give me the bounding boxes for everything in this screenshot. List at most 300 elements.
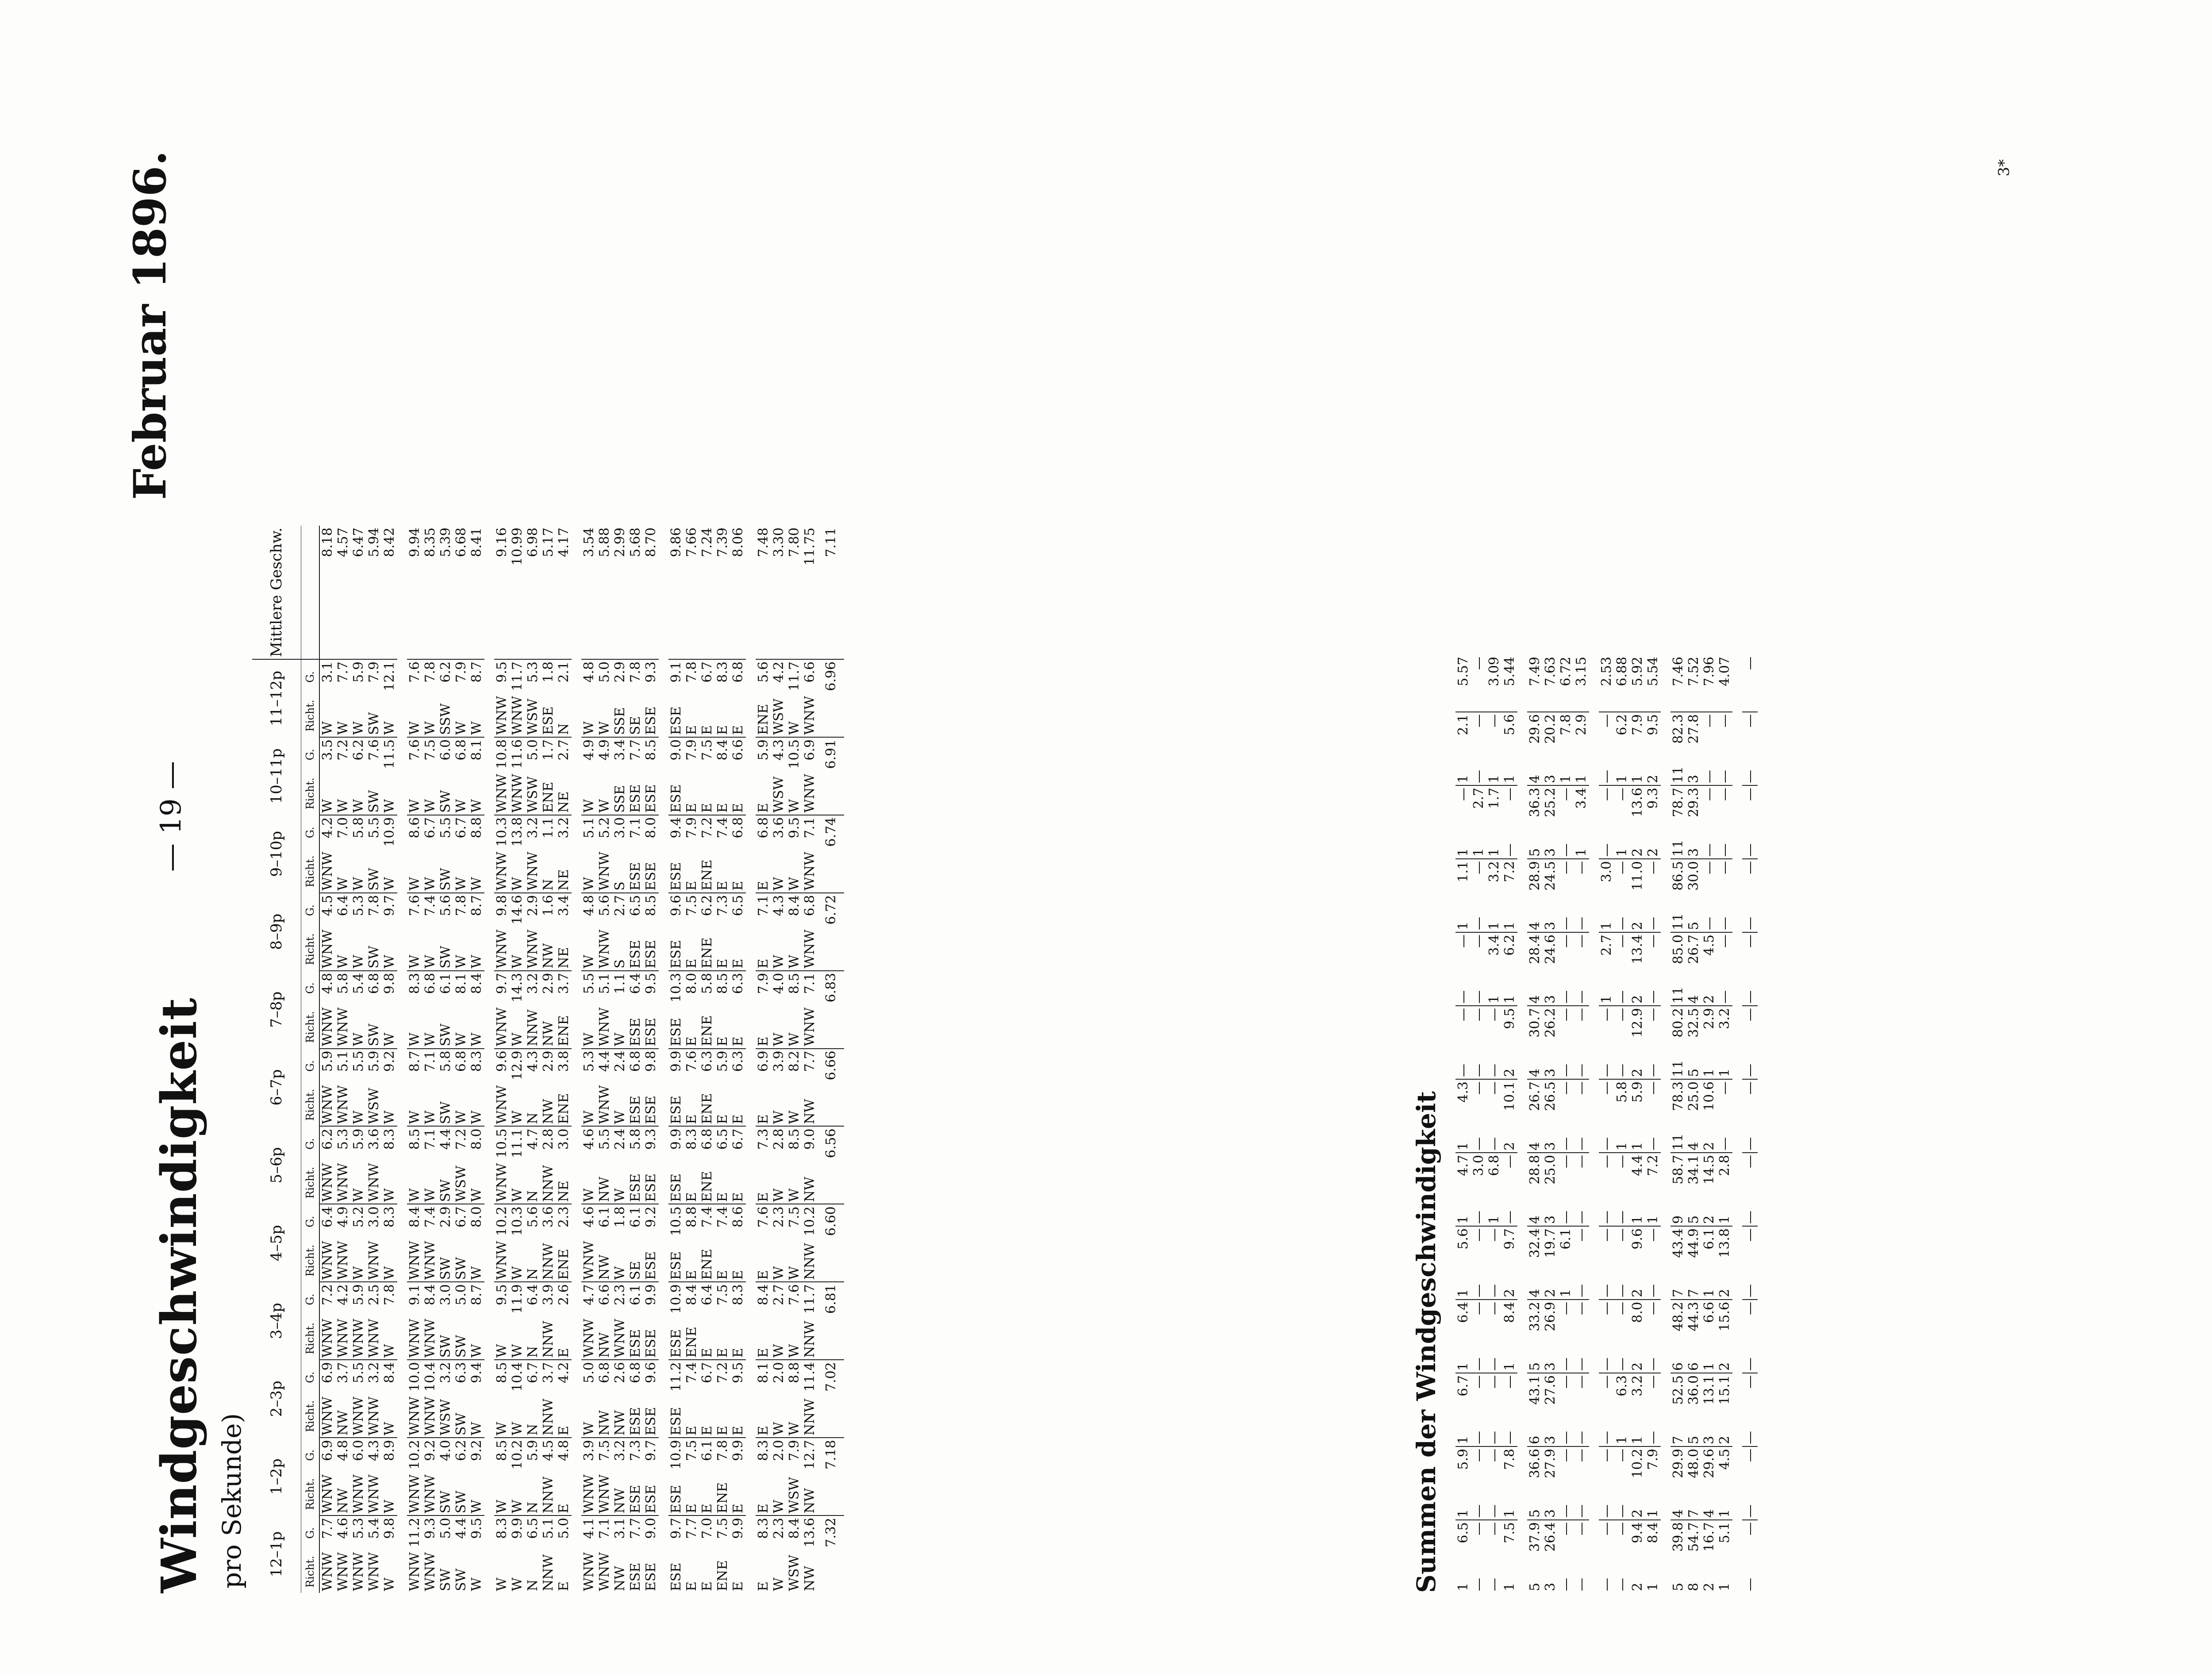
wind-speed: 4.3 [525, 1049, 541, 1084]
wind-direction: S [612, 959, 628, 969]
sum-count: — [1614, 1064, 1630, 1077]
wind-direction: W [335, 799, 351, 813]
blank-cell [818, 1550, 844, 1593]
wind-direction: W [422, 954, 438, 969]
sum-value: 33.2 [1527, 1300, 1543, 1338]
wind-speed: 10.2 [407, 1438, 422, 1473]
wind-direction: WNW [335, 1007, 351, 1046]
sum-value: 11.0 [1630, 859, 1645, 897]
wind-direction: W [510, 1500, 525, 1514]
wind-direction: WNW [335, 1241, 351, 1280]
wind-speed: 9.9 [668, 1049, 684, 1084]
wind-speed: 6.1 [438, 971, 453, 1006]
wind-speed: 3.2 [525, 971, 541, 1006]
wind-direction: W [407, 877, 422, 891]
wind-speed: 8.7 [469, 1282, 484, 1317]
sum-value: 86.5 [1671, 859, 1686, 897]
wind-speed: 6.8 [597, 1360, 612, 1395]
wind-direction: E [699, 1426, 715, 1436]
sum-value: 32.5 [1686, 1006, 1701, 1044]
wind-direction: E [684, 1114, 699, 1124]
wind-direction: WNW [494, 1241, 510, 1280]
wind-direction: WNW [597, 1085, 612, 1124]
wind-direction: W [422, 1110, 438, 1124]
sum-value: — [1471, 1373, 1486, 1412]
wind-direction: SW [438, 1023, 453, 1046]
sum-mean: 2.53 [1599, 655, 1614, 712]
wind-speed: 9.9 [668, 1126, 684, 1161]
sum-count: — [1742, 1064, 1758, 1077]
wind-direction: E [699, 725, 715, 735]
sum-count: 1 [1486, 848, 1502, 857]
wind-direction: NW [802, 1177, 818, 1202]
sum-count: 1 [1717, 1582, 1732, 1591]
wind-direction: ENE [699, 937, 715, 969]
wind-direction: W [581, 1032, 597, 1046]
wind-direction: ENE [699, 1171, 715, 1202]
wind-speed: 7.4 [684, 1360, 699, 1395]
wind-direction: N [525, 1112, 541, 1124]
wind-direction: W [787, 1266, 802, 1280]
wind-speed: 6.8 [628, 1360, 643, 1395]
table-row [319, 526, 335, 1593]
wind-speed: 7.3 [715, 893, 730, 928]
sum-value: — [1599, 712, 1614, 750]
blank-cell [818, 928, 844, 971]
wind-speed: 4.6 [581, 1204, 597, 1239]
sum-value: — [1742, 1446, 1758, 1485]
sum-mean: 5.44 [1502, 655, 1517, 712]
sum-value: — [1614, 932, 1630, 971]
sum-count: — [1502, 843, 1517, 857]
sums-row [1527, 655, 1543, 1593]
speed-subheader: G. [301, 1515, 320, 1550]
wind-direction: WNW [581, 1241, 597, 1280]
wind-speed: 5.5 [597, 1126, 612, 1161]
wind-speed: 6.2 [453, 1438, 469, 1473]
speed-subheader: G. [301, 971, 320, 1006]
wind-speed: 8.1 [453, 971, 469, 1006]
wind-direction: WNW [494, 1007, 510, 1046]
wind-speed: 5.9 [366, 1049, 382, 1084]
wind-direction: E [699, 803, 715, 813]
wind-speed: 5.1 [335, 1049, 351, 1084]
wind-speed: 7.5 [684, 893, 699, 928]
sum-value: 28.8 [1527, 1153, 1543, 1191]
sum-value: 26.4 [1543, 1520, 1558, 1558]
wind-direction: E [684, 1504, 699, 1514]
wind-speed: 7.2 [715, 1360, 730, 1395]
wind-direction: W [581, 799, 597, 813]
wind-direction: NW [597, 1332, 612, 1358]
sum-value: 5.8 [1614, 1079, 1630, 1118]
wind-speed: 9.3 [643, 659, 659, 694]
sum-value: — [1455, 1006, 1471, 1044]
sum-count: — [1742, 1578, 1758, 1591]
wind-speed: 7.8 [628, 659, 643, 694]
wind-speed: 6.8 [453, 1049, 469, 1084]
wind-direction: W [422, 799, 438, 813]
sum-value: — [1502, 1153, 1517, 1191]
wind-direction: W [469, 1266, 484, 1280]
wind-direction: W [771, 1577, 787, 1591]
hour-mean: 6.72 [818, 893, 844, 928]
hour-header: 6–7p [252, 1049, 301, 1127]
hour-header: 9–10p [252, 815, 301, 893]
wind-speed: 9.8 [643, 1049, 659, 1084]
wind-direction: W [382, 1422, 397, 1436]
wind-direction: NNW [802, 1320, 818, 1358]
wind-speed: 2.4 [612, 1049, 628, 1084]
sum-value: 9.5 [1502, 1006, 1517, 1044]
sums-row [1742, 655, 1758, 1593]
sum-count: 7 [1671, 1289, 1686, 1297]
sum-count: — [1486, 1504, 1502, 1518]
sum-value: 2.7 [1471, 785, 1486, 824]
sum-count: 3 [1686, 848, 1701, 857]
wind-direction: WSW [366, 1088, 382, 1124]
wind-speed: 9.9 [730, 1438, 746, 1473]
wind-direction: SW [438, 946, 453, 969]
table-row [510, 526, 525, 1593]
wind-direction: W [771, 1188, 787, 1202]
wind-speed: 10.0 [407, 1360, 422, 1395]
wind-direction: E [684, 1270, 699, 1280]
wind-speed: 8.3 [469, 1049, 484, 1084]
wind-direction: WNW [366, 1474, 382, 1514]
sum-value: 43.1 [1527, 1373, 1543, 1412]
wind-speed: 6.2 [699, 893, 715, 928]
wind-speed: 2.3 [612, 1282, 628, 1317]
wind-speed: 3.6 [541, 1204, 556, 1239]
wind-direction: N [541, 879, 556, 891]
sum-value: 29.3 [1686, 785, 1701, 824]
sum-count: 1 [1645, 1215, 1661, 1224]
sum-count: — [1471, 1211, 1486, 1224]
sum-value: 15.1 [1717, 1373, 1732, 1412]
wind-speed: 10.2 [510, 1438, 525, 1473]
sum-count: — [1471, 1284, 1486, 1297]
wind-speed: 8.4 [407, 1204, 422, 1239]
daily-mean: 8.41 [469, 526, 484, 659]
wind-direction: E [715, 803, 730, 813]
sum-count: — [1486, 1064, 1502, 1077]
sum-count: 1 [1630, 774, 1645, 783]
sum-value: 9.4 [1630, 1520, 1645, 1558]
sum-count: 2 [1717, 1435, 1732, 1444]
wind-direction: WSW [787, 1554, 802, 1591]
wind-direction: ENE [715, 1560, 730, 1591]
sum-value: 5.9 [1455, 1446, 1471, 1485]
sum-value: 26.7 [1686, 932, 1701, 971]
wind-direction: E [684, 1426, 699, 1436]
speed-subheader: G. [301, 1049, 320, 1084]
wind-direction: WNW [422, 1241, 438, 1280]
wind-speed: 10.5 [668, 1204, 684, 1239]
wind-direction: E [556, 1504, 572, 1514]
wind-direction: E [756, 1270, 771, 1280]
wind-direction: WNW [422, 1474, 438, 1514]
sum-count: — [1645, 990, 1661, 1004]
wind-speed: 3.9 [771, 1049, 787, 1084]
sum-count: 1 [1614, 774, 1630, 783]
page-title: Windgeschwindigkeit [150, 997, 207, 1593]
wind-speed: 4.6 [335, 1515, 351, 1550]
wind-direction: NW [597, 1410, 612, 1436]
sum-value: 8.4 [1645, 1520, 1661, 1558]
sum-value: 25.0 [1543, 1153, 1558, 1191]
wind-direction: ENE [699, 1093, 715, 1124]
sum-count: 4 [1527, 774, 1543, 783]
hour-mean: 6.60 [818, 1204, 844, 1239]
sum-count: 1 [1558, 1289, 1574, 1297]
wind-direction: WNW [407, 1396, 422, 1436]
wind-direction: WNW [351, 1552, 366, 1591]
wind-direction: ENE [699, 859, 715, 891]
wind-speed: 7.4 [422, 1204, 438, 1239]
sum-value: — [1471, 1079, 1486, 1118]
wind-direction: SW [453, 1490, 469, 1514]
sum-count: 1 [1630, 1215, 1645, 1224]
wind-direction: WNW [366, 1552, 382, 1591]
sum-count: 8 [1686, 1582, 1701, 1591]
sum-count: — [1742, 1504, 1758, 1518]
sum-value: 10.6 [1701, 1079, 1717, 1118]
wind-direction: WNW [802, 773, 818, 813]
sum-count: — [1502, 1431, 1517, 1444]
dir-subheader: Richt. [301, 850, 320, 893]
blank-cell [818, 1006, 844, 1049]
wind-direction: W [382, 954, 397, 969]
sum-count: — [1558, 1578, 1574, 1591]
sum-count: — [1614, 1578, 1630, 1591]
blank-cell [818, 772, 844, 815]
sum-count: 1 [1486, 1215, 1502, 1224]
sum-value: — [1574, 1079, 1589, 1118]
sum-value: 7.2 [1645, 1153, 1661, 1191]
sum-value: — [1574, 1373, 1589, 1412]
wind-speed: 6.6 [802, 659, 818, 694]
wind-speed: 8.0 [469, 1126, 484, 1161]
sum-count: — [1574, 1431, 1589, 1444]
wind-speed: 1.8 [541, 659, 556, 694]
daily-mean: 3.54 [581, 526, 597, 659]
wind-direction: E [699, 1581, 715, 1591]
wind-direction: W [771, 1110, 787, 1124]
wind-direction: NW [335, 1410, 351, 1436]
mean-subheader [301, 526, 320, 659]
wind-speed: 6.9 [319, 1360, 335, 1395]
wind-speed: 7.5 [684, 1438, 699, 1473]
sum-value: — [1558, 932, 1574, 971]
wind-direction: WNW [510, 696, 525, 735]
wind-direction: WNW [407, 1552, 422, 1591]
wind-speed: 5.8 [438, 1049, 453, 1084]
wind-direction: W [581, 1188, 597, 1202]
sum-value: — [1614, 785, 1630, 824]
sum-count: 1 [1455, 774, 1471, 783]
wind-speed: 5.0 [525, 737, 541, 772]
wind-speed: 6.1 [597, 1204, 612, 1239]
wind-speed: 6.1 [628, 1282, 643, 1317]
sum-value: — [1614, 1300, 1630, 1338]
sum-count: 1 [1717, 1068, 1732, 1077]
sum-count: — [1742, 1137, 1758, 1150]
wind-speed: 7.6 [787, 1282, 802, 1317]
wind-speed: 6.7 [453, 1204, 469, 1239]
sum-value: 4.5 [1701, 932, 1717, 971]
wind-speed: 8.8 [787, 1360, 802, 1395]
wind-direction: WNW [802, 851, 818, 891]
sum-count: 2 [1502, 1142, 1517, 1150]
wind-direction: WSW [525, 776, 541, 813]
sum-value: — [1645, 1006, 1661, 1044]
hour-mean: 7.02 [818, 1360, 844, 1395]
sum-count: — [1558, 917, 1574, 930]
wind-direction: E [556, 1581, 572, 1591]
sums-row [1686, 655, 1701, 1593]
wind-direction: W [407, 1032, 422, 1046]
wind-speed: 6.9 [756, 1049, 771, 1084]
sum-value: — [1717, 785, 1732, 824]
wind-speed: 9.5 [730, 1360, 746, 1395]
wind-direction: ESE [668, 1562, 684, 1591]
sum-value: 3.2 [1717, 1006, 1732, 1044]
wind-speed: 9.4 [469, 1360, 484, 1395]
dir-subheader: Richt. [301, 1161, 320, 1204]
wind-speed: 10.8 [494, 737, 510, 772]
wind-speed: 14.3 [510, 971, 525, 1006]
wind-direction: W [351, 1032, 366, 1046]
wind-speed: 9.6 [668, 893, 684, 928]
sum-count: — [1471, 1578, 1486, 1591]
wind-speed: 11.2 [407, 1515, 422, 1550]
wind-speed: 6.7 [453, 815, 469, 850]
wind-direction: E [684, 958, 699, 969]
wind-speed: 12.1 [382, 659, 397, 694]
sum-count: — [1599, 1504, 1614, 1518]
wind-speed: 3.0 [556, 1126, 572, 1161]
wind-direction: NNW [541, 1320, 556, 1358]
wind-speed: 5.5 [581, 971, 597, 1006]
sum-value: 30.7 [1527, 1006, 1543, 1044]
sum-value: — [1742, 1079, 1758, 1118]
sum-count: 1 [1599, 995, 1614, 1004]
wind-speed: 9.1 [407, 1282, 422, 1317]
sum-value: — [1614, 1520, 1630, 1558]
wind-direction: W [787, 721, 802, 735]
sum-value: 85.0 [1671, 932, 1686, 971]
sum-value: — [1645, 1079, 1661, 1118]
sum-count: 11 [1671, 986, 1686, 1004]
sum-value: — [1701, 785, 1717, 824]
wind-speed: 5.8 [628, 1126, 643, 1161]
sum-count: 11 [1671, 1133, 1686, 1150]
sum-value: — [1486, 712, 1502, 750]
wind-direction: WNW [320, 1396, 335, 1436]
daily-mean: 7.66 [684, 526, 699, 659]
table-row [438, 526, 453, 1593]
sum-value: — [1471, 712, 1486, 750]
sum-count: 5 [1671, 1582, 1686, 1591]
wind-direction: E [715, 881, 730, 891]
wind-speed: 6.8 [730, 659, 746, 694]
wind-speed: 6.4 [335, 893, 351, 928]
hour-mean: 6.83 [818, 971, 844, 1006]
wind-direction: N [525, 1268, 541, 1280]
sum-count: 2 [1630, 1068, 1645, 1077]
sum-value: 16.7 [1701, 1520, 1717, 1558]
sum-count: 1 [1558, 774, 1574, 783]
wind-speed: 9.5 [643, 971, 659, 1006]
sum-value: 3.4 [1574, 785, 1589, 824]
wind-direction: W [494, 1577, 510, 1591]
sum-mean: 7.52 [1686, 655, 1701, 712]
wind-direction: W [510, 1188, 525, 1202]
wind-direction: WNW [422, 1396, 438, 1436]
dir-subheader: Richt. [301, 1395, 320, 1438]
wind-direction: W [422, 1188, 438, 1202]
sums-row [1630, 655, 1645, 1593]
wind-speed: 5.4 [351, 971, 366, 1006]
blank-cell [818, 1161, 844, 1204]
wind-speed: 5.8 [351, 815, 366, 850]
blank-cell [818, 1473, 844, 1515]
wind-direction: W [771, 1422, 787, 1436]
wind-direction: NW [802, 1565, 818, 1591]
wind-speed: 10.2 [802, 1204, 818, 1239]
sum-count: 6 [1527, 1435, 1543, 1444]
wind-speed: 6.7 [730, 1126, 746, 1161]
sum-count: 1 [1502, 1509, 1517, 1518]
sum-count: — [1614, 917, 1630, 930]
wind-direction: E [556, 1348, 572, 1358]
sum-count: 2 [1701, 1215, 1717, 1224]
sum-count: 1 [1455, 1142, 1471, 1150]
hour-mean: 6.56 [818, 1126, 844, 1161]
sum-value: 2.7 [1599, 932, 1614, 971]
wind-speed: 8.3 [715, 659, 730, 694]
sums-title: Summen der Windgeschwindigkeit [1411, 1091, 1441, 1593]
wind-speed: 5.9 [715, 1049, 730, 1084]
wind-speed: 4.3 [366, 1438, 382, 1473]
wind-speed: 4.2 [771, 659, 787, 694]
wind-direction: W [597, 799, 612, 813]
wind-speed: 5.5 [351, 1360, 366, 1395]
wind-direction: WNW [366, 1163, 382, 1202]
wind-direction: WSW [771, 698, 787, 735]
sum-value: 6.7 [1455, 1373, 1471, 1412]
wind-direction: N [525, 1190, 541, 1202]
sum-value: 6.8 [1486, 1153, 1502, 1191]
wind-speed: 4.2 [556, 1360, 572, 1395]
wind-direction: E [756, 881, 771, 891]
sum-value: — [1614, 1226, 1630, 1265]
table-row [525, 526, 541, 1593]
sum-count: — [1742, 990, 1758, 1004]
wind-direction: ENE [556, 1015, 572, 1046]
sum-value: — [1558, 1373, 1574, 1412]
wind-direction: ESE [643, 1485, 659, 1514]
sum-value: 34.1 [1686, 1153, 1701, 1191]
sum-value: 78.3 [1671, 1079, 1686, 1118]
sum-value: 27.8 [1686, 712, 1701, 750]
wind-speed: 9.2 [469, 1438, 484, 1473]
table-row [699, 526, 715, 1593]
sum-value: — [1742, 932, 1758, 971]
wind-direction: W [351, 954, 366, 969]
sum-count: — [1614, 990, 1630, 1004]
